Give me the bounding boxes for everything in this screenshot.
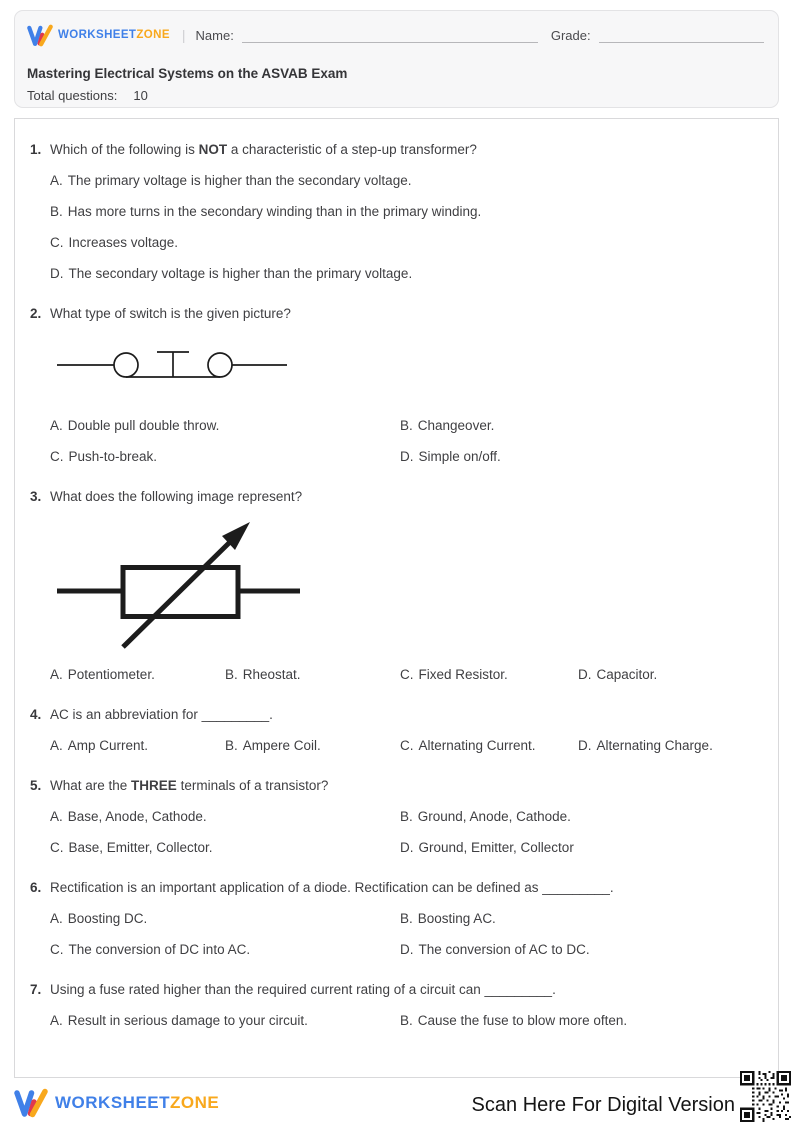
name-input-line[interactable] [242,28,538,43]
option-c: C. Fixed Resistor. [400,667,508,682]
question-number: 4. [30,707,42,722]
option-c: C. Alternating Current. [400,738,536,753]
question-7 [30,981,762,1030]
option-a: A. The primary voltage is higher than the secondary voltage. [50,173,412,188]
option-c: C. Base, Emitter, Collector. [50,840,213,855]
option-a: A. Result in serious damage to your circuit. [50,1013,308,1028]
header-divider: | [181,27,186,43]
question-1 [30,141,762,283]
question-3 [30,488,762,684]
question-6 [30,879,762,959]
option-b: B. Cause the fuse to blow more often. [400,1013,628,1028]
option-b: B. Ground, Anode, Cathode. [400,809,571,824]
footer-logo [14,1088,219,1118]
option-b: B. Rheostat. [225,667,301,682]
option-b: B. Has more turns in the secondary winding than in the primary winding. [50,204,482,219]
question-number: 2. [30,306,42,321]
option-d: D. Capacitor. [578,667,658,682]
logo-w-icon [27,24,53,47]
grade-label: Grade: [550,27,591,43]
option-a: A. Boosting DC. [50,911,148,926]
brand-word-worksheet: WORKSHEET [58,29,137,41]
question-text: Rectification is an important application of a diode. Rectification can be defined as _________. [50,880,614,895]
option-a: A. Potentiometer. [50,667,155,682]
total-questions-row [27,87,764,105]
header [14,10,779,108]
brand-word-zone: ZONE [170,1093,220,1112]
question-number: 1. [30,142,42,157]
question-number: 5. [30,778,42,793]
option-d: D. Ground, Emitter, Collector [400,840,574,855]
option-c: C. Push-to-break. [50,449,158,464]
worksheetzone-logo [27,24,170,47]
option-b: B. Changeover. [400,418,495,433]
option-b: B. Boosting AC. [400,911,496,926]
brand-word-worksheet: WORKSHEET [55,1093,170,1112]
qr-code [740,1071,791,1122]
rheostat-symbol-icon [57,519,300,650]
push-to-break-switch-symbol-icon [57,336,287,392]
header-row [27,23,764,47]
total-questions-label: Total questions: [27,88,118,103]
question-5 [30,777,762,857]
brand-word-zone: ZONE [136,29,170,41]
grade-input-line[interactable] [599,28,764,43]
question-number: 3. [30,489,42,504]
question-text: Which of the following is NOT a characteristic of a step-up transformer? [50,142,477,157]
question-text: What does the following image represent? [50,489,303,504]
question-text: Using a fuse rated higher than the required current rating of a circuit can _________. [50,982,556,997]
question-text: AC is an abbreviation for _________. [50,707,273,722]
total-questions-value: 10 [133,88,148,103]
logo-w-icon [14,1088,48,1118]
option-c: C. The conversion of DC into AC. [50,942,251,957]
question-number: 7. [30,982,42,997]
option-c: C. Increases voltage. [50,235,179,250]
option-d: D. The conversion of AC to DC. [400,942,590,957]
question-4 [30,706,762,755]
option-b: B. Ampere Coil. [225,738,321,753]
question-text: What type of switch is the given picture? [50,306,291,321]
option-a: A. Amp Current. [50,738,149,753]
name-label: Name: [195,27,234,43]
option-a: A. Double pull double throw. [50,418,220,433]
questions-panel [14,118,779,1078]
option-a: A. Base, Anode, Cathode. [50,809,207,824]
worksheet-title: Mastering Electrical Systems on the ASVAB Exam [27,66,348,81]
option-d: D. Simple on/off. [400,449,501,464]
question-text: What are the THREE terminals of a transistor? [50,778,329,793]
option-d: D. Alternating Charge. [578,738,713,753]
question-2 [30,305,762,466]
scan-here-text: Scan Here For Digital Version [471,1094,735,1116]
brand-text [58,29,170,41]
question-number: 6. [30,880,42,895]
option-d: D. The secondary voltage is higher than the primary voltage. [50,266,413,281]
brand-text [55,1093,219,1113]
